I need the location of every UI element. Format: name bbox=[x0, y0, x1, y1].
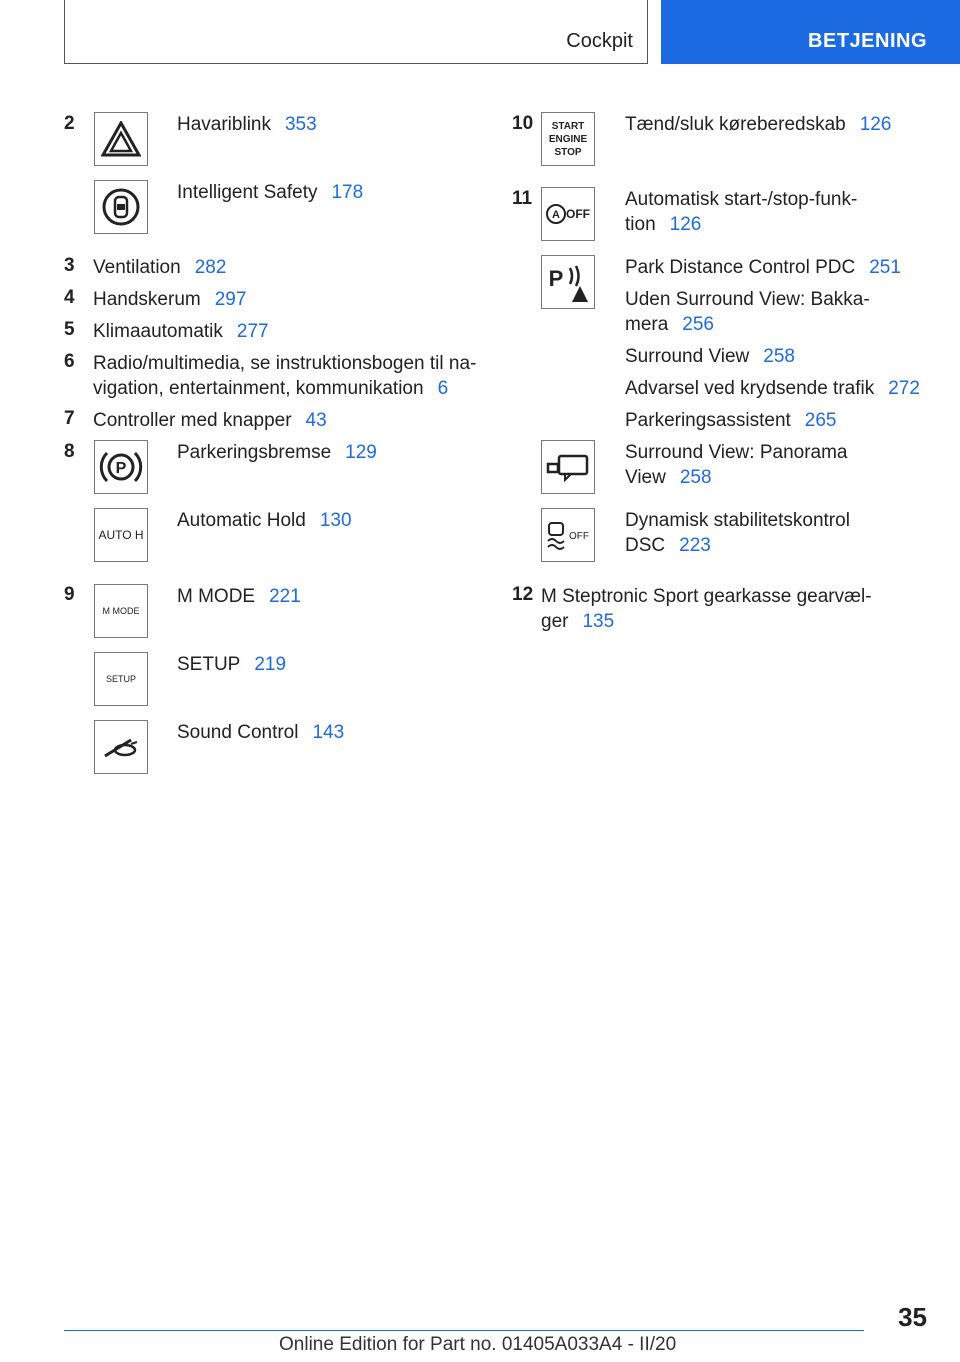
camera-page-link[interactable]: 256 bbox=[682, 314, 714, 335]
start-stop-button-icon: START ENGINE STOP bbox=[541, 112, 595, 166]
pdc-page-link[interactable]: 251 bbox=[869, 257, 901, 278]
m-mode-entry bbox=[177, 584, 301, 609]
setup-button-icon: SETUP bbox=[94, 652, 148, 706]
parking-brake-label: Parkeringsbremse bbox=[177, 442, 332, 463]
cross-traffic-label: Advarsel ved krydsende trafik bbox=[625, 378, 875, 399]
ventilation-label: Ventilation bbox=[93, 257, 181, 278]
glovebox-label: Handskerum bbox=[93, 289, 201, 310]
controller-page-link[interactable]: 43 bbox=[305, 410, 327, 431]
hazard-page-link[interactable]: 353 bbox=[284, 114, 317, 135]
cross-traffic-entry bbox=[625, 376, 920, 401]
auto-start-stop-off-icon bbox=[541, 187, 595, 241]
hazard-label: Havariblink bbox=[177, 114, 271, 135]
panorama-entry bbox=[625, 440, 848, 490]
climate-entry bbox=[93, 319, 269, 344]
ventilation-page-link[interactable]: 282 bbox=[194, 257, 227, 278]
sound-label: Sound Control bbox=[177, 722, 299, 743]
header-chapter-title: BETJENING bbox=[808, 30, 927, 52]
item-number-9: 9 bbox=[64, 584, 75, 605]
item-number-8: 8 bbox=[64, 441, 75, 462]
svg-text:P: P bbox=[548, 266, 564, 291]
panorama-line1: Surround View: Panorama bbox=[625, 442, 848, 463]
hazard-warning-icon bbox=[94, 112, 148, 166]
svg-text:A: A bbox=[552, 209, 560, 221]
auto-start-page-link[interactable]: 126 bbox=[669, 214, 702, 235]
start-stop-page-link[interactable]: 126 bbox=[859, 114, 892, 135]
park-distance-control-icon bbox=[541, 255, 595, 309]
camera-entry bbox=[625, 287, 870, 337]
panorama-view-icon bbox=[541, 440, 595, 494]
controller-entry bbox=[93, 408, 327, 433]
radio-page-link[interactable]: 6 bbox=[437, 378, 449, 399]
header-chapter-tab bbox=[661, 0, 960, 64]
setup-entry bbox=[177, 652, 286, 677]
dsc-page-link[interactable]: 223 bbox=[679, 535, 711, 556]
radio-line1: Radio/multimedia, se instruktionsbogen til na- bbox=[93, 353, 477, 374]
page-number: 35 bbox=[898, 1302, 927, 1332]
item-number-3: 3 bbox=[64, 255, 75, 276]
surround-label: Surround View bbox=[625, 346, 750, 367]
item-number-7: 7 bbox=[64, 408, 75, 429]
climate-label: Klimaautomatik bbox=[93, 321, 223, 342]
item-number-11: 11 bbox=[512, 188, 533, 209]
hazard-entry bbox=[177, 112, 317, 137]
parking-brake-entry bbox=[177, 440, 377, 465]
footer-edition: Online Edition for Part no. 01405A033A4 - II/20 bbox=[279, 1334, 677, 1355]
item-number-6: 6 bbox=[64, 351, 75, 372]
svg-text:P: P bbox=[115, 460, 127, 477]
pdc-label: Park Distance Control PDC bbox=[625, 257, 856, 278]
parking-brake-page-link[interactable]: 129 bbox=[345, 442, 377, 463]
camera-line1: Uden Surround View: Bakka- bbox=[625, 289, 870, 310]
glovebox-entry bbox=[93, 287, 246, 312]
sound-page-link[interactable]: 143 bbox=[312, 722, 345, 743]
start-stop-label: Tænd/sluk køreberedskab bbox=[625, 114, 846, 135]
dsc-off-icon bbox=[541, 508, 595, 562]
surround-page-link[interactable]: 258 bbox=[763, 346, 795, 367]
sound-control-icon bbox=[94, 720, 148, 774]
radio-line2: vigation, entertainment, kommunikation bbox=[93, 378, 424, 399]
auto-hold-entry bbox=[177, 508, 352, 533]
sound-entry bbox=[177, 720, 344, 745]
svg-text:OFF: OFF bbox=[566, 207, 590, 221]
start-stop-entry bbox=[625, 112, 891, 137]
m-mode-label: M MODE bbox=[177, 586, 256, 607]
park-assist-entry bbox=[625, 408, 837, 433]
setup-page-link[interactable]: 219 bbox=[254, 654, 287, 675]
camera-line2: mera bbox=[625, 314, 669, 335]
cross-traffic-page-link[interactable]: 272 bbox=[888, 378, 920, 399]
item-number-4: 4 bbox=[64, 287, 75, 308]
auto-start-entry bbox=[625, 187, 857, 237]
safety-label: Intelligent Safety bbox=[177, 182, 318, 203]
panorama-page-link[interactable]: 258 bbox=[679, 467, 712, 488]
m-mode-page-link[interactable]: 221 bbox=[269, 586, 301, 607]
park-assist-page-link[interactable]: 265 bbox=[804, 410, 837, 431]
m-mode-button-icon: M MODE bbox=[94, 584, 148, 638]
footer-divider bbox=[64, 1330, 864, 1331]
pdc-entry bbox=[625, 255, 901, 280]
gear-line2: ger bbox=[541, 611, 569, 632]
auto-hold-page-link[interactable]: 130 bbox=[319, 510, 352, 531]
safety-page-link[interactable]: 178 bbox=[331, 182, 364, 203]
item-number-12: 12 bbox=[512, 584, 534, 605]
dsc-line2: DSC bbox=[625, 535, 666, 556]
park-assist-label: Parkeringsassistent bbox=[625, 410, 791, 431]
safety-entry bbox=[177, 180, 363, 205]
radio-entry bbox=[93, 351, 483, 401]
header-section-title: Cockpit bbox=[566, 30, 633, 52]
dsc-line1: Dynamisk stabilitetskontrol bbox=[625, 510, 850, 531]
item-number-10: 10 bbox=[512, 113, 534, 134]
parking-brake-icon bbox=[94, 440, 148, 494]
setup-label: SETUP bbox=[177, 654, 241, 675]
glovebox-page-link[interactable]: 297 bbox=[214, 289, 247, 310]
auto-hold-icon: AUTO H bbox=[94, 508, 148, 562]
gear-page-link[interactable]: 135 bbox=[582, 611, 615, 632]
gear-line1: M Steptronic Sport gearkasse gearvæl- bbox=[541, 586, 872, 607]
dsc-entry bbox=[625, 508, 850, 558]
item-number-2: 2 bbox=[64, 113, 75, 134]
auto-start-line1: Automatisk start-/stop-funk- bbox=[625, 189, 858, 210]
intelligent-safety-icon bbox=[94, 180, 148, 234]
svg-text:OFF: OFF bbox=[569, 531, 589, 542]
ventilation-entry bbox=[93, 255, 226, 280]
panorama-line2: View bbox=[625, 467, 666, 488]
surround-entry bbox=[625, 344, 795, 369]
auto-start-line2: tion bbox=[625, 214, 656, 235]
item-number-5: 5 bbox=[64, 319, 75, 340]
header-section-box bbox=[64, 0, 648, 64]
auto-hold-label: Automatic Hold bbox=[177, 510, 306, 531]
controller-label: Controller med knapper bbox=[93, 410, 292, 431]
climate-page-link[interactable]: 277 bbox=[236, 321, 269, 342]
gear-entry bbox=[541, 584, 931, 634]
